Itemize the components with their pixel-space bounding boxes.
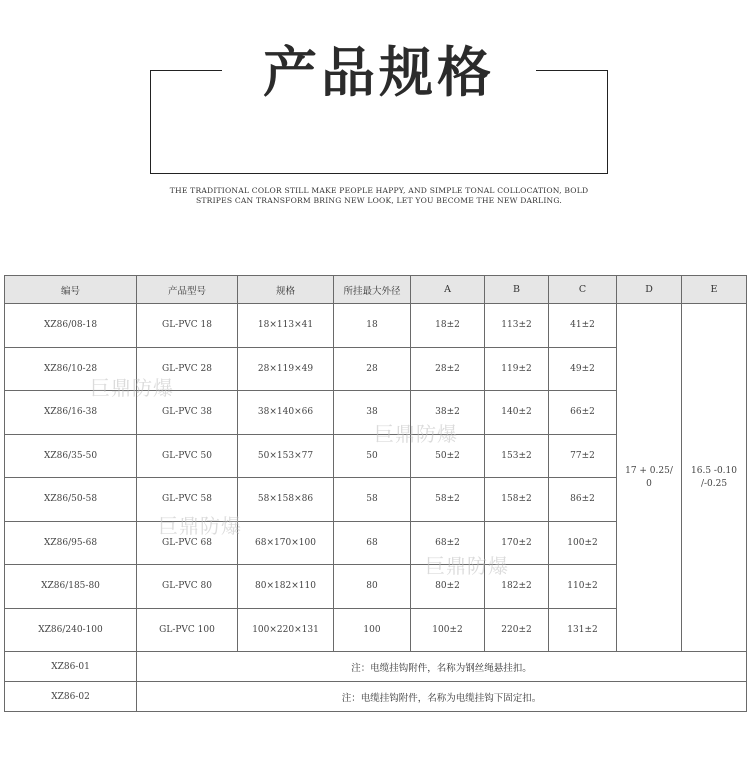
cell-b: 170±2 xyxy=(485,521,549,565)
col-header-d: D xyxy=(617,276,682,304)
cell-a: 80±2 xyxy=(411,565,485,609)
cell-model: GL-PVC 50 xyxy=(137,434,238,478)
page-subtitle xyxy=(150,186,608,206)
cell-a: 50±2 xyxy=(411,434,485,478)
cell-b: 140±2 xyxy=(485,391,549,435)
cell-code: XZ86/16-38 xyxy=(5,391,137,435)
cell-spec: 18×113×41 xyxy=(238,304,334,348)
watermark-text: 巨鼎防爆 xyxy=(425,554,509,578)
cell-max-od: 38 xyxy=(334,391,411,435)
cell-spec: 100×220×131 xyxy=(238,608,334,652)
subtitle-line-2: STRIPES CAN TRANSFORM BRING NEW LOOK, LET YOU BECOME THE NEW DARLING. xyxy=(196,196,562,205)
d-value-line-2: 0 xyxy=(646,478,652,489)
cell-b: 113±2 xyxy=(485,304,549,348)
col-header-b: B xyxy=(485,276,549,304)
cell-spec: 58×158×86 xyxy=(238,478,334,522)
page-title: 产品规格 xyxy=(263,41,495,104)
cell-code: XZ86/08-18 xyxy=(5,304,137,348)
col-header-spec: 规格 xyxy=(238,276,334,304)
subtitle-line-1: THE TRADITIONAL COLOR STILL MAKE PEOPLE HAPPY, AND SIMPLE TONAL COLLOCATION, BOLD xyxy=(169,186,589,195)
table-row xyxy=(5,304,747,348)
cell-model: GL-PVC 100 xyxy=(137,608,238,652)
cell-c: 86±2 xyxy=(549,478,617,522)
watermark-text: 巨鼎防爆 xyxy=(90,376,174,400)
note-text: 注：电缆挂钩附件，名称为钢丝绳悬挂扣。 xyxy=(137,652,747,682)
cell-max-od: 50 xyxy=(334,434,411,478)
col-header-max-od: 所挂最大外径 xyxy=(334,276,411,304)
table-header-row xyxy=(5,276,747,304)
cell-model: GL-PVC 38 xyxy=(137,391,238,435)
cell-a: 100±2 xyxy=(411,608,485,652)
cell-a: 28±2 xyxy=(411,347,485,391)
col-header-code: 编号 xyxy=(5,276,137,304)
col-header-e: E xyxy=(682,276,747,304)
cell-b: 158±2 xyxy=(485,478,549,522)
cell-max-od: 28 xyxy=(334,347,411,391)
cell-c: 100±2 xyxy=(549,521,617,565)
frame-top-right-line xyxy=(536,70,608,71)
cell-spec: 28×119×49 xyxy=(238,347,334,391)
d-value-line-1: 17 + 0.25/ xyxy=(625,465,673,476)
cell-c: 77±2 xyxy=(549,434,617,478)
watermark-text: 巨鼎防爆 xyxy=(374,422,458,446)
col-header-a: A xyxy=(411,276,485,304)
note-code: XZ86-02 xyxy=(5,682,137,712)
cell-code: XZ86/240-100 xyxy=(5,608,137,652)
cell-code: XZ86/10-28 xyxy=(5,347,137,391)
cell-b: 153±2 xyxy=(485,434,549,478)
cell-spec: 80×182×110 xyxy=(238,565,334,609)
spec-table xyxy=(4,275,747,712)
cell-a: 18±2 xyxy=(411,304,485,348)
e-value-line-2: /-0.25 xyxy=(700,478,728,489)
cell-a: 68±2 xyxy=(411,521,485,565)
cell-c: 41±2 xyxy=(549,304,617,348)
cell-max-od: 80 xyxy=(334,565,411,609)
cell-spec: 68×170×100 xyxy=(238,521,334,565)
frame-top-left-line xyxy=(150,70,222,71)
cell-b: 220±2 xyxy=(485,608,549,652)
cell-a: 58±2 xyxy=(411,478,485,522)
cell-max-od: 68 xyxy=(334,521,411,565)
cell-model: GL-PVC 28 xyxy=(137,347,238,391)
cell-c: 66±2 xyxy=(549,391,617,435)
cell-spec: 38×140×66 xyxy=(238,391,334,435)
cell-code: XZ86/35-50 xyxy=(5,434,137,478)
cell-e-merged xyxy=(682,304,747,652)
table-note-row xyxy=(5,652,747,682)
cell-model: GL-PVC 58 xyxy=(137,478,238,522)
cell-b: 182±2 xyxy=(485,565,549,609)
cell-a: 38±2 xyxy=(411,391,485,435)
watermark-text: 巨鼎防爆 xyxy=(158,514,242,538)
cell-max-od: 100 xyxy=(334,608,411,652)
cell-model: GL-PVC 68 xyxy=(137,521,238,565)
col-header-model: 产品型号 xyxy=(137,276,238,304)
note-code: XZ86-01 xyxy=(5,652,137,682)
cell-b: 119±2 xyxy=(485,347,549,391)
cell-c: 110±2 xyxy=(549,565,617,609)
cell-spec: 50×153×77 xyxy=(238,434,334,478)
cell-code: XZ86/95-68 xyxy=(5,521,137,565)
cell-max-od: 58 xyxy=(334,478,411,522)
cell-code: XZ86/50-58 xyxy=(5,478,137,522)
col-header-c: C xyxy=(549,276,617,304)
cell-c: 131±2 xyxy=(549,608,617,652)
cell-c: 49±2 xyxy=(549,347,617,391)
cell-d-merged xyxy=(617,304,682,652)
e-value-line-1: 16.5 -0.10 xyxy=(691,465,737,476)
cell-max-od: 18 xyxy=(334,304,411,348)
cell-code: XZ86/185-80 xyxy=(5,565,137,609)
cell-model: GL-PVC 80 xyxy=(137,565,238,609)
cell-model: GL-PVC 18 xyxy=(137,304,238,348)
table-note-row xyxy=(5,682,747,712)
note-text: 注：电缆挂钩附件，名称为电缆挂钩下固定扣。 xyxy=(137,682,747,712)
